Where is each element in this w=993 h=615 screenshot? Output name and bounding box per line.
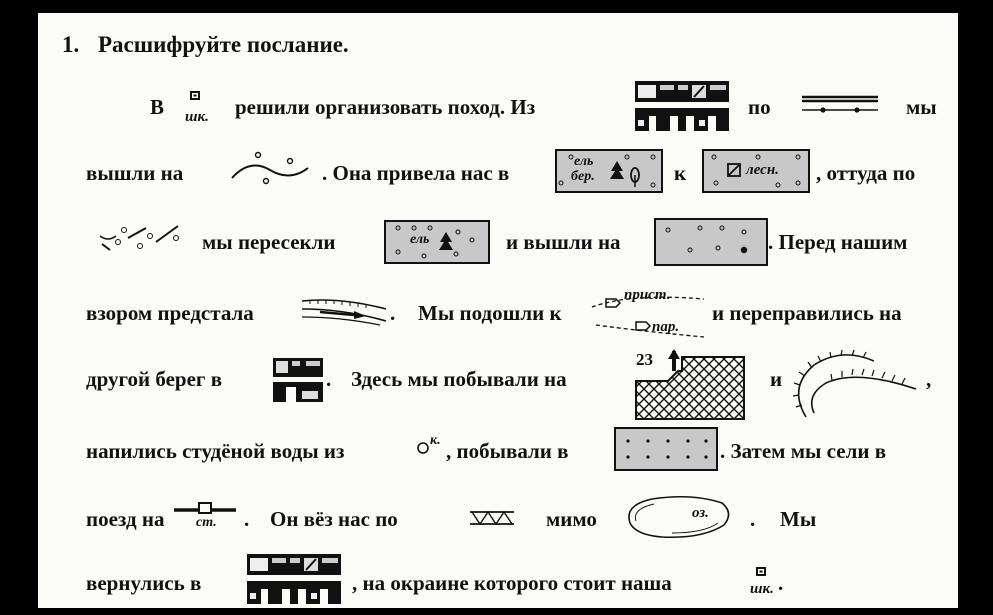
- text-fragment: мимо: [546, 507, 597, 531]
- clearing-icon: [98, 216, 190, 256]
- text-fragment: ,: [926, 367, 932, 391]
- well-label: к.: [430, 433, 441, 448]
- text-line-8: [38, 551, 958, 608]
- text-fragment: напились студёной воды из: [86, 439, 345, 463]
- school-label: шк.: [750, 581, 774, 597]
- text-fragment: Мы подошли к: [418, 301, 562, 325]
- text-fragment: , оттуда по: [816, 161, 916, 185]
- text-fragment: и вышли на: [506, 230, 621, 254]
- orchard-symbol: [614, 427, 718, 471]
- text-fragment: решили организовать поход. Из: [235, 95, 536, 119]
- text-fragment: . Затем мы сели в: [720, 439, 887, 463]
- path-icon: [230, 148, 310, 190]
- text-fragment: вернулись в: [86, 571, 202, 595]
- clearing-symbol: [98, 216, 190, 256]
- text-line-5: [38, 347, 958, 407]
- text-fragment: Он вёз нас по: [270, 507, 398, 531]
- station-label: ст.: [196, 515, 217, 530]
- spruce-label: ель: [410, 232, 430, 247]
- road-icon: [801, 91, 879, 119]
- river-flow-symbol: [300, 295, 388, 327]
- text-fragment: Мы: [780, 507, 817, 531]
- text-line-7: [38, 491, 958, 551]
- village-symbol: [272, 357, 324, 403]
- text-fragment: .: [778, 571, 784, 595]
- text-fragment: взором предстала: [86, 301, 254, 325]
- well-symbol: [416, 441, 430, 455]
- spruce-forest-icon: [384, 220, 490, 264]
- text-fragment: и: [770, 367, 783, 391]
- text-fragment: мы пересекли: [202, 230, 336, 254]
- town-block-symbol: [246, 553, 342, 605]
- text-fragment: Здесь мы побывали на: [351, 367, 567, 391]
- railway-road-symbol: [801, 91, 879, 119]
- text-fragment: вышли на: [86, 161, 184, 185]
- forestry-label: лесн.: [746, 162, 779, 178]
- embankment-icon: [786, 347, 922, 421]
- text-fragment: другой берег в: [86, 367, 223, 391]
- text-fragment: к: [674, 161, 687, 185]
- meadow-symbol: [654, 218, 768, 266]
- lake-label: оз.: [692, 505, 709, 521]
- town-block-symbol: [634, 80, 730, 132]
- town-icon: [246, 553, 342, 605]
- village-icon: [272, 357, 324, 403]
- text-fragment: . Перед нашим: [768, 230, 908, 254]
- spruce-label: ель: [574, 154, 594, 169]
- ferry-label: пар.: [652, 319, 680, 335]
- text-fragment: , на окраине которого стоит наша: [352, 571, 672, 595]
- embankment-road-symbol: [468, 509, 516, 527]
- well-icon: [416, 441, 430, 455]
- text-fragment: .: [750, 507, 756, 531]
- text-fragment: , побывали в: [446, 439, 569, 463]
- text-fragment: .: [326, 367, 332, 391]
- text-line-1: [38, 77, 958, 137]
- task-title: Расшифруйте послание.: [98, 32, 349, 57]
- text-line-4: [38, 283, 958, 343]
- lake-symbol: [622, 491, 734, 541]
- orchard-icon: [614, 427, 718, 471]
- text-fragment: .: [390, 301, 396, 325]
- text-line-6: [38, 423, 958, 483]
- text-fragment: и переправились на: [712, 301, 902, 325]
- meadow-icon: [654, 218, 768, 266]
- spruce-forest-symbol: [384, 220, 490, 264]
- birch-label: бер.: [571, 169, 595, 184]
- river-icon: [300, 295, 388, 327]
- trail-symbol: [230, 148, 310, 190]
- text-fragment: мы: [906, 95, 937, 119]
- text-fragment: поезд на: [86, 507, 165, 531]
- embankment-symbol: [786, 347, 922, 421]
- lake-icon: [622, 491, 734, 541]
- text-line-3: [38, 212, 958, 272]
- town-icon: [634, 80, 730, 132]
- worksheet: [38, 13, 958, 608]
- text-fragment: . Она привела нас в: [322, 161, 510, 185]
- text-fragment: .: [244, 507, 250, 531]
- text-fragment: по: [748, 95, 771, 119]
- task-number: 1.: [62, 32, 80, 57]
- cliff-height-label: 23: [636, 350, 653, 369]
- text-fragment: В: [150, 95, 165, 119]
- school-label: шк.: [185, 109, 209, 125]
- pier-label: прист.: [624, 287, 671, 303]
- text-line-2: [38, 145, 958, 205]
- dam-icon: [468, 509, 516, 527]
